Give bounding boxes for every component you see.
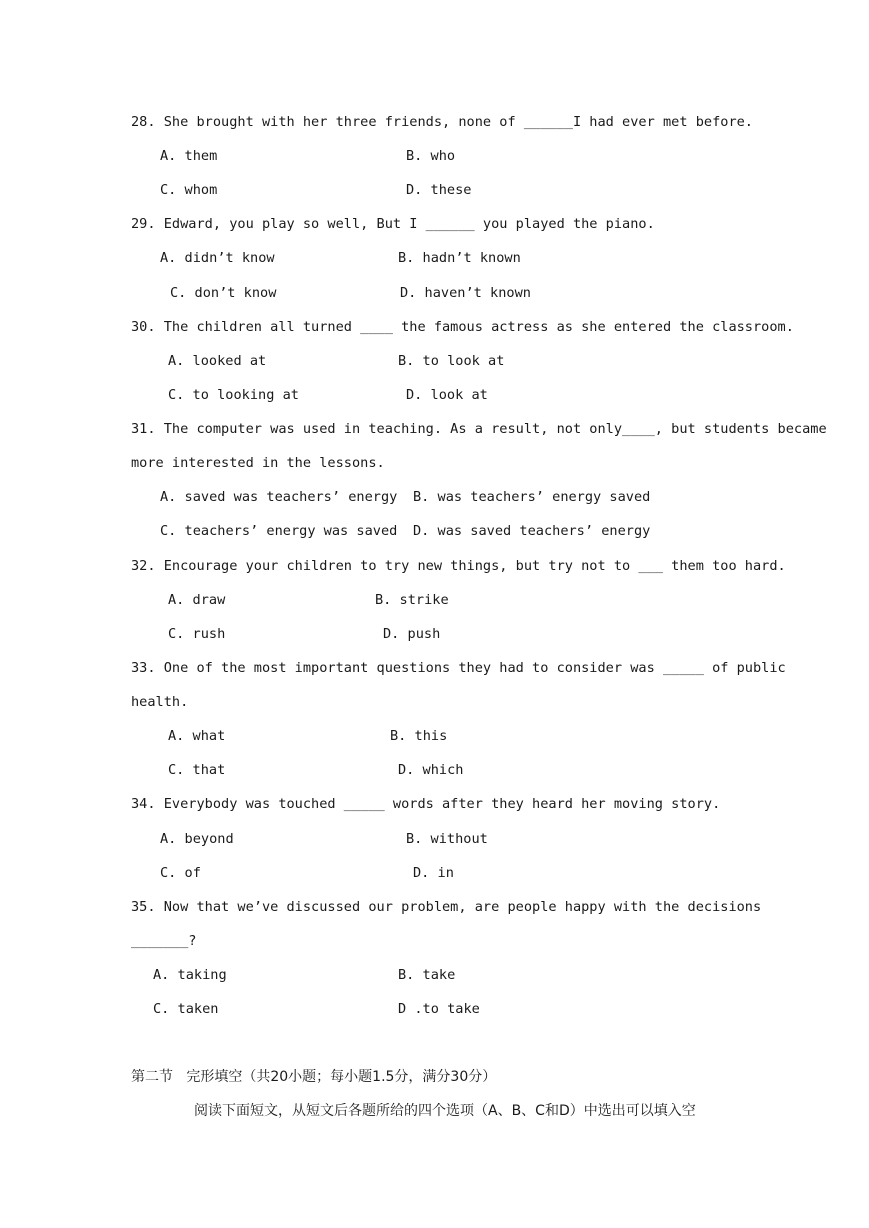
question-33-option-b: B. this xyxy=(390,728,448,744)
question-30-stem: 30. The children all turned ____ the famous actress as she entered the classroom. xyxy=(131,319,794,335)
question-32-option-c: C. rush xyxy=(168,626,226,642)
section-heading: 第二节 完形填空（共20小题；每小题1.5分，满分30分） xyxy=(131,1069,497,1085)
question-35-option-a: A. taking xyxy=(153,967,227,983)
question-33-stem-line-1: 33. One of the most important questions they had to consider was _____ of public xyxy=(131,660,786,676)
question-34-option-b: B. without xyxy=(406,831,488,847)
question-30-option-d: D. look at xyxy=(406,387,488,403)
question-30-option-c: C. to looking at xyxy=(168,387,299,403)
question-34-option-a: A. beyond xyxy=(160,831,234,847)
question-29-stem: 29. Edward, you play so well, But I ______ you played the piano. xyxy=(131,216,655,232)
question-35-option-d: D .to take xyxy=(398,1001,480,1017)
question-31-option-d: D. was saved teachers’ energy xyxy=(413,523,651,539)
question-31-option-b: B. was teachers’ energy saved xyxy=(413,489,651,505)
question-28-option-d: D. these xyxy=(406,182,472,198)
question-28-option-c: C. whom xyxy=(160,182,218,198)
question-35-option-b: B. take xyxy=(398,967,456,983)
question-29-option-a: A. didn’t know xyxy=(160,250,275,266)
question-31-option-c: C. teachers’ energy was saved xyxy=(160,523,398,539)
question-35-stem-line-2: _______? xyxy=(131,933,197,949)
question-35-stem-line-1: 35. Now that we’ve discussed our problem, are people happy with the decisions xyxy=(131,899,762,915)
question-32-option-a: A. draw xyxy=(168,592,226,608)
question-33-option-a: A. what xyxy=(168,728,226,744)
question-31-stem-line-2: more interested in the lessons. xyxy=(131,455,385,471)
question-29-option-b: B. hadn’t known xyxy=(398,250,521,266)
question-33-stem-line-2: health. xyxy=(131,694,189,710)
question-28-option-a: A. them xyxy=(160,148,218,164)
question-30-option-a: A. looked at xyxy=(168,353,267,369)
question-33-option-d: D. which xyxy=(398,762,464,778)
question-34-stem: 34. Everybody was touched _____ words after they heard her moving story. xyxy=(131,796,721,812)
question-34-option-d: D. in xyxy=(413,865,454,881)
section-instruction: 阅读下面短文，从短文后各题所给的四个选项（A、B、C和D）中选出可以填入空 xyxy=(194,1103,696,1119)
question-29-option-d: D. haven’t known xyxy=(400,285,531,301)
question-28-stem: 28. She brought with her three friends, none of ______I had ever met before. xyxy=(131,114,753,130)
question-33-option-c: C. that xyxy=(168,762,226,778)
question-31-stem-line-1: 31. The computer was used in teaching. As a result, not only____, but students became xyxy=(131,421,827,437)
question-34-option-c: C. of xyxy=(160,865,201,881)
question-30-option-b: B. to look at xyxy=(398,353,505,369)
question-32-option-b: B. strike xyxy=(375,592,449,608)
question-31-option-a: A. saved was teachers’ energy xyxy=(160,489,398,505)
question-32-stem: 32. Encourage your children to try new things, but try not to ___ them too hard. xyxy=(131,558,786,574)
question-29-option-c: C. don’t know xyxy=(170,285,277,301)
question-35-option-c: C. taken xyxy=(153,1001,219,1017)
question-32-option-d: D. push xyxy=(383,626,441,642)
question-28-option-b: B. who xyxy=(406,148,456,164)
